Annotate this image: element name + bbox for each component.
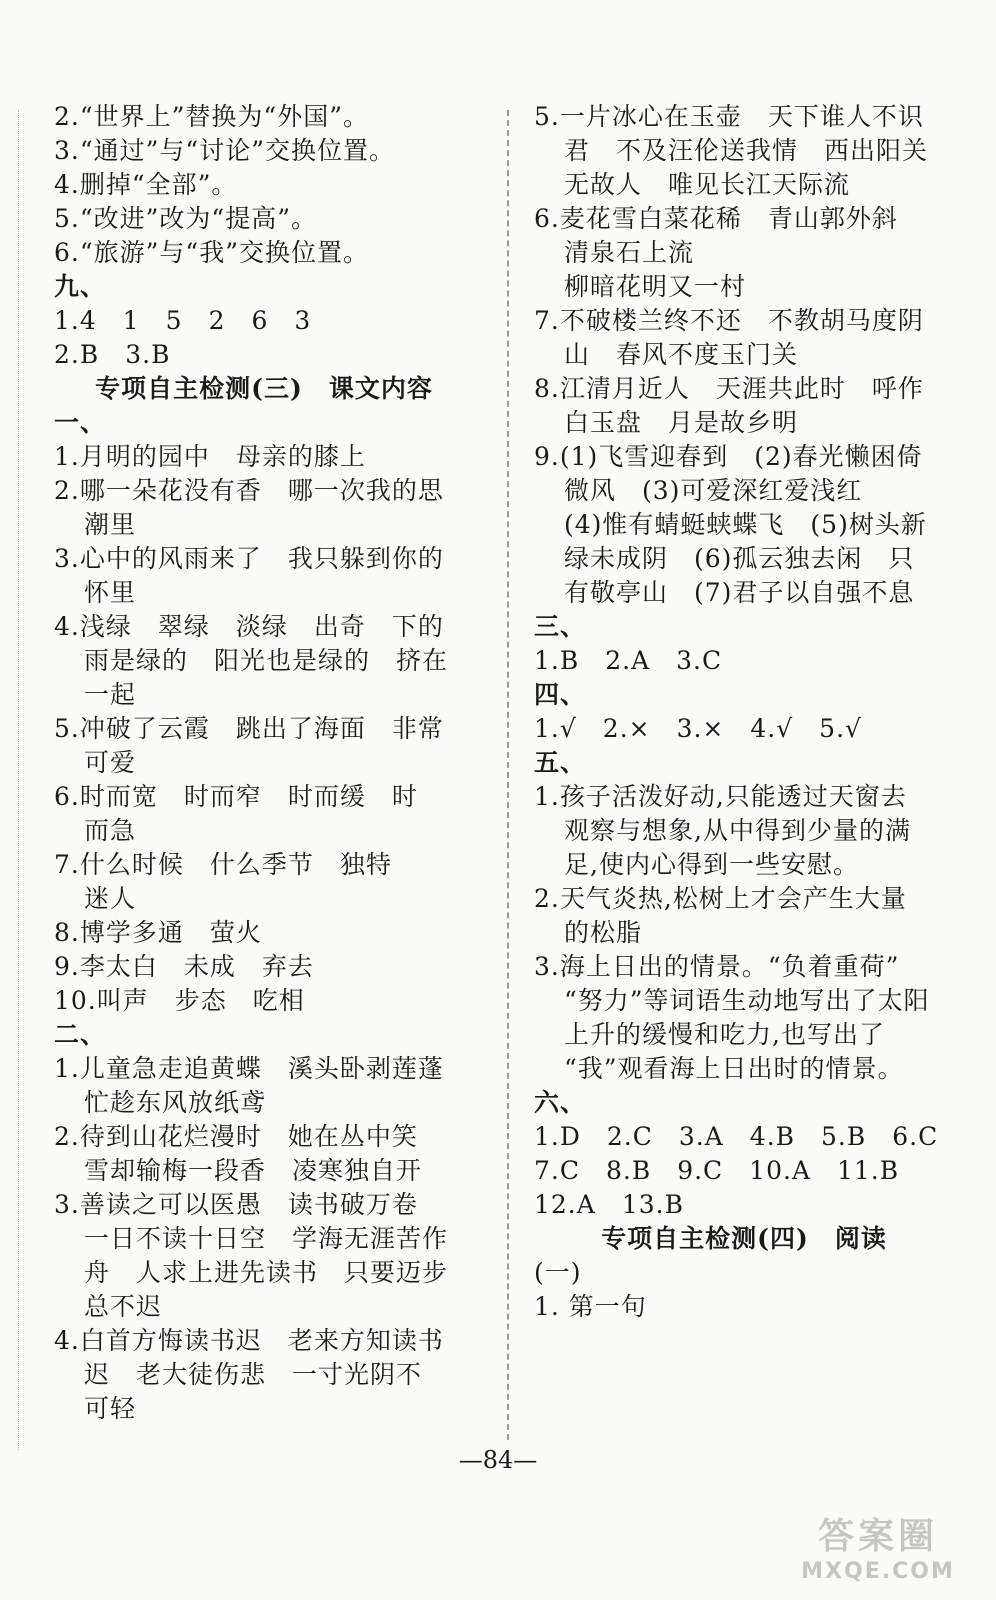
answer-line: 迷人: [84, 884, 137, 913]
section-heading: 六、: [534, 1088, 587, 1117]
answer-line: 2.天气炎热,松树上才会产生大量: [534, 884, 907, 913]
answer-line: 潮里: [84, 510, 137, 539]
answer-line: 的松脂: [564, 918, 643, 947]
answer-line: 1.孩子活泼好动,只能透过天窗去: [534, 782, 907, 811]
answer-line: 2.待到山花烂漫时 她在丛中笑: [54, 1122, 418, 1151]
column-divider: [507, 110, 509, 1440]
margin-line: [18, 110, 19, 1450]
section-heading: 五、: [534, 748, 587, 777]
answer-line: 绿未成阴 (6)孤云独去闲 只: [564, 544, 915, 573]
answer-line: 7.C 8.B 9.C 10.A 11.B: [534, 1156, 900, 1185]
answer-line: 4.白首方悔读书迟 老来方知读书: [54, 1326, 444, 1355]
answer-line: 4.浅绿 翠绿 淡绿 出奇 下的: [54, 612, 444, 641]
section-heading: 四、: [534, 680, 587, 709]
answer-line: (4)惟有蜻蜓蛱蝶飞 (5)树头新: [564, 510, 927, 539]
answer-line: 5.冲破了云霞 跳出了海面 非常: [54, 714, 444, 743]
section-title: 专项自主检测(三) 课文内容: [95, 374, 433, 403]
section-heading: 二、: [54, 1020, 107, 1049]
answer-line: “努力”等词语生动地写出了太阳: [564, 986, 930, 1015]
answer-line: 1.D 2.C 3.A 4.B 5.B 6.C: [534, 1122, 939, 1151]
answer-line: 1. 第一句: [534, 1292, 647, 1321]
answer-line: 山 春风不度玉门关: [564, 340, 799, 369]
answer-line: 7.什么时候 什么季节 独特: [54, 850, 392, 879]
answer-line: 6.时而宽 时而窄 时而缓 时: [54, 782, 418, 811]
answer-line: 5.一片冰心在玉壶 天下谁人不识: [534, 102, 924, 131]
answer-line: 2.B 3.B: [54, 340, 171, 369]
answer-line: 1.B 2.A 3.C: [534, 646, 723, 675]
answer-line: 柳暗花明又一村: [564, 272, 747, 301]
answer-line: 微风 (3)可爱深红爱浅红: [564, 476, 863, 505]
answer-line: 无故人 唯见长江天际流: [564, 170, 851, 199]
answer-line: 舟 人求上进先读书 只要迈步: [84, 1258, 449, 1287]
answer-line: 3.“通过”与“讨论”交换位置。: [54, 136, 395, 165]
answer-line: 一日不读十日空 学海无涯苦作: [84, 1224, 449, 1253]
answer-line: 8.博学多通 萤火: [54, 918, 262, 947]
answer-line: 忙趁东风放纸鸢: [84, 1088, 267, 1117]
answer-line: 3.心中的风雨来了 我只躲到你的: [54, 544, 444, 573]
answer-line: 2.“世界上”替换为“外国”。: [54, 102, 369, 131]
answer-line: 观察与想象,从中得到少量的满: [564, 816, 911, 845]
answer-line: 而急: [84, 816, 137, 845]
answer-line: 迟 老大徒伤悲 一寸光阴不: [84, 1360, 423, 1389]
answer-line: 5.“改进”改为“提高”。: [54, 204, 317, 233]
answer-line: 怀里: [84, 578, 137, 607]
answer-line: 上升的缓慢和吃力,也写出了: [564, 1020, 885, 1049]
answer-line: 足,使内心得到一些安慰。: [564, 850, 859, 879]
answer-line: 清泉石上流: [564, 238, 695, 267]
answer-line: 6.“旅游”与“我”交换位置。: [54, 238, 369, 267]
answer-line: 白玉盘 月是故乡明: [564, 408, 799, 437]
answer-line: (一): [534, 1258, 582, 1287]
watermark-main: 答案圈: [817, 1516, 938, 1557]
answer-line: 6.麦花雪白菜花稀 青山郭外斜: [534, 204, 898, 233]
answer-line: 君 不及汪伦送我情 西出阳关: [564, 136, 929, 165]
answer-line: 10.叫声 步态 吃相: [54, 986, 305, 1015]
answer-line: 4.删掉“全部”。: [54, 170, 238, 199]
answer-line: 雪却输梅一段香 凌寒独自开: [84, 1156, 423, 1185]
section-title: 专项自主检测(四) 阅读: [601, 1224, 887, 1253]
answer-line: 1.4 1 5 2 6 3: [54, 306, 312, 335]
answer-line: 雨是绿的 阳光也是绿的 挤在: [84, 646, 449, 675]
answer-line: 8.江清月近人 天涯共此时 呼作: [534, 374, 924, 403]
answer-line: 总不迟: [84, 1292, 163, 1321]
answer-line: 可轻: [84, 1394, 137, 1423]
answer-line: 2.哪一朵花没有香 哪一次我的思: [54, 476, 444, 505]
answer-line: 9.(1)飞雪迎春到 (2)春光懒困倚: [534, 442, 923, 471]
answer-line: 12.A 13.B: [534, 1190, 684, 1219]
answer-line: 1.儿童急走追黄蝶 溪头卧剥莲蓬: [54, 1054, 444, 1083]
answer-line: 7.不破楼兰终不还 不教胡马度阴: [534, 306, 924, 335]
answer-line: 3.善读之可以医愚 读书破万卷: [54, 1190, 418, 1219]
answer-line: 1.√ 2.× 3.× 4.√ 5.√: [534, 714, 862, 743]
watermark-logo: [778, 1508, 978, 1588]
watermark-url: MXQE.COM: [801, 1559, 955, 1584]
left-column: [54, 100, 474, 1426]
right-column: [534, 100, 954, 1324]
answer-line: 一起: [84, 680, 137, 709]
section-heading: 三、: [534, 612, 587, 641]
answer-line: 1.月明的园中 母亲的膝上: [54, 442, 366, 471]
answer-line: 可爱: [84, 748, 137, 777]
section-heading: 一、: [54, 408, 107, 437]
answer-line: “我”观看海上日出时的情景。: [564, 1054, 904, 1083]
answer-line: 有敬亭山 (7)君子以自强不息: [564, 578, 915, 607]
answer-line: 3.海上日出的情景。“负着重荷”: [534, 952, 900, 981]
answer-line: 9.李太白 未成 弃去: [54, 952, 314, 981]
section-heading: 九、: [54, 272, 107, 301]
page-number: —84—: [458, 1446, 538, 1474]
